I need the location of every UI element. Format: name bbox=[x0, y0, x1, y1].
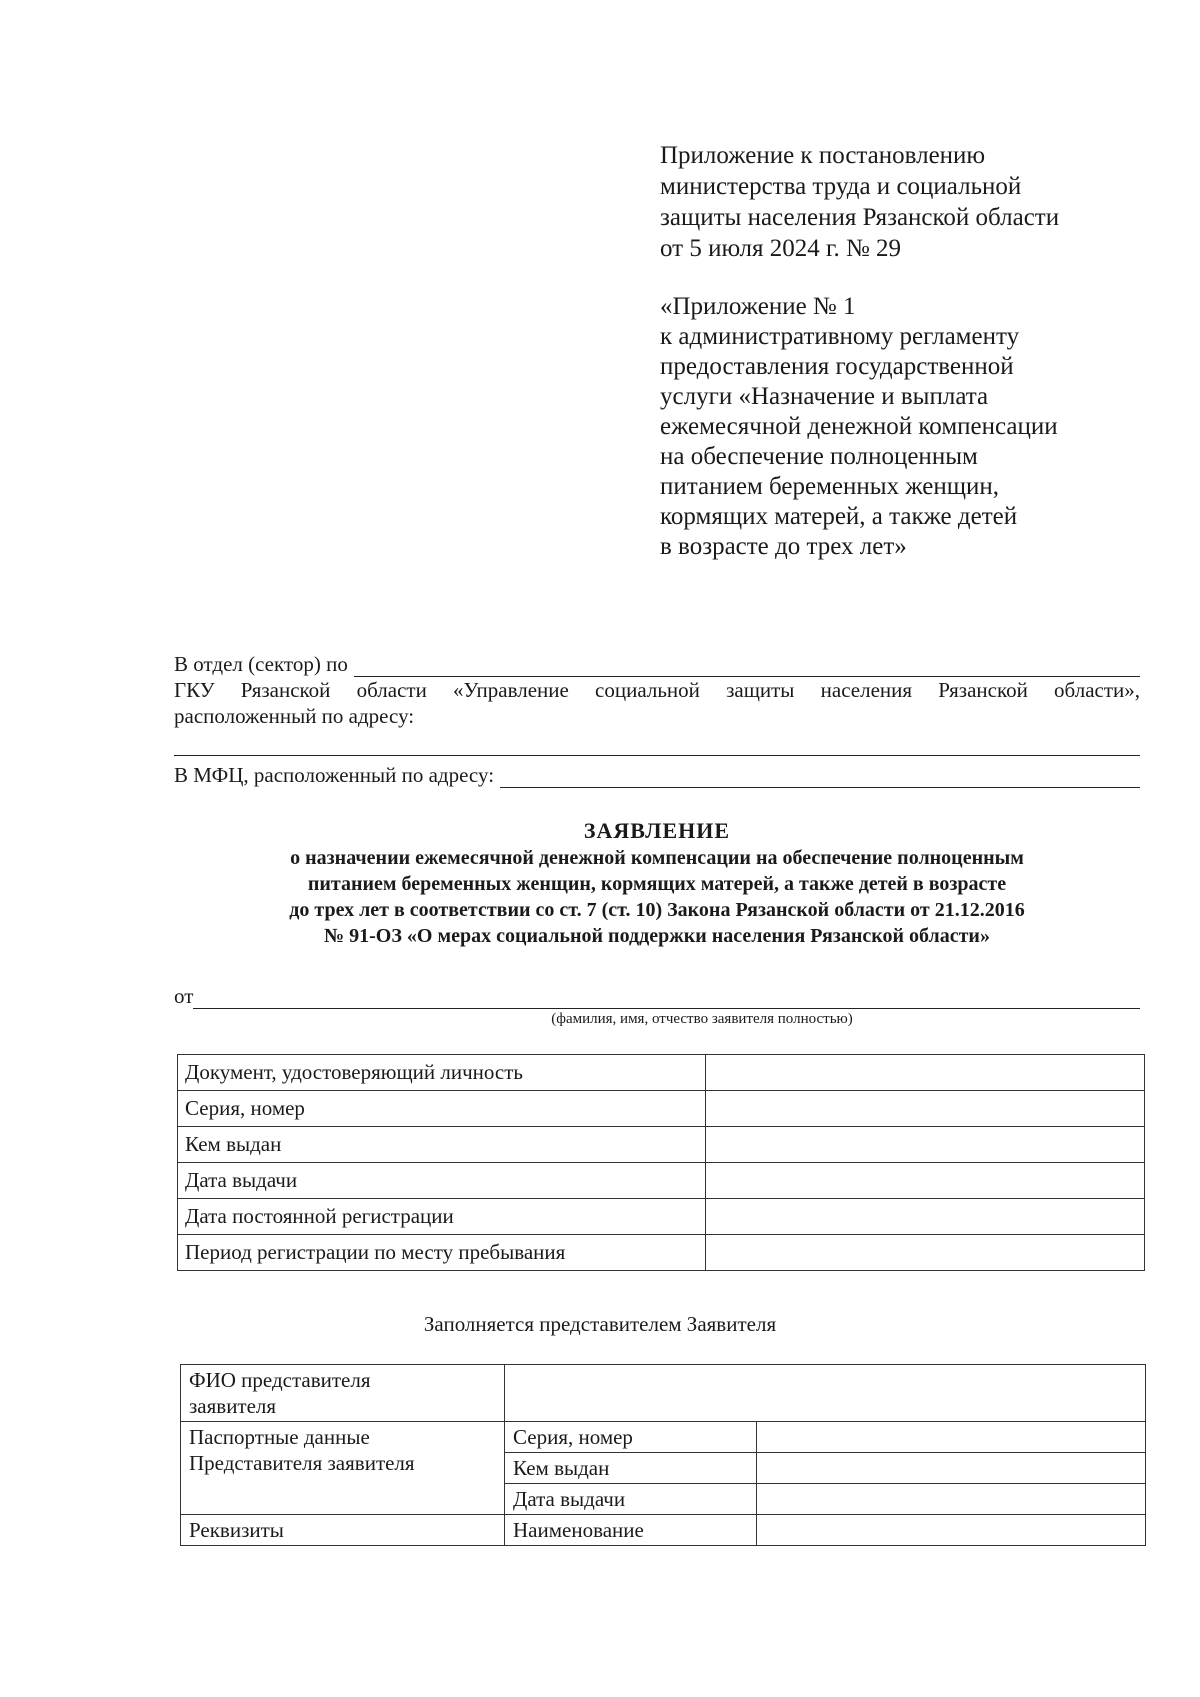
appendix-line: от 5 июля 2024 г. № 29 bbox=[660, 235, 902, 262]
from-label: от bbox=[174, 984, 194, 1008]
table-row bbox=[178, 1199, 1145, 1235]
regulation-line: на обеспечение полноценным bbox=[660, 443, 978, 470]
row-label: Дата выдачи bbox=[178, 1163, 706, 1199]
regulation-line: питанием беременных женщин, bbox=[660, 473, 999, 500]
row-value-field[interactable] bbox=[706, 1055, 1145, 1091]
spacer bbox=[660, 264, 1140, 292]
regulation-line: услуги «Назначение и выплата bbox=[660, 383, 989, 410]
regulation-line: к административному регламенту bbox=[660, 323, 1020, 350]
row-value-field[interactable] bbox=[706, 1127, 1145, 1163]
identity-table bbox=[177, 1054, 1145, 1271]
regulation-line: в возрасте до трех лет» bbox=[660, 533, 907, 560]
regulation-line: предоставления государственной bbox=[660, 353, 1014, 380]
representative-table bbox=[180, 1364, 1146, 1546]
passport-field-label: Кем выдан bbox=[505, 1453, 757, 1484]
row-label: Кем выдан bbox=[178, 1127, 706, 1163]
row-label: Документ, удостоверяющий личность bbox=[178, 1055, 706, 1091]
dept-field[interactable] bbox=[354, 656, 1140, 677]
passport-label: Паспортные данные Представителя заявителя bbox=[181, 1422, 505, 1515]
from-caption: (фамилия, имя, отчество заявителя полностью) bbox=[551, 1011, 853, 1027]
application-title bbox=[174, 817, 1140, 949]
title-line: питанием беременных женщин, кормящих матерей, а также детей в возрасте bbox=[307, 873, 1007, 895]
appendix-line: Приложение к постановлению bbox=[660, 142, 986, 169]
table-row bbox=[178, 1091, 1145, 1127]
addressee-block bbox=[174, 651, 1140, 788]
title-heading: ЗАЯВЛЕНИЕ bbox=[583, 818, 731, 843]
title-line: о назначении ежемесячной денежной компенсации на обеспечение полноценным bbox=[290, 847, 1024, 869]
table-row bbox=[178, 1163, 1145, 1199]
row-value-field[interactable] bbox=[706, 1091, 1145, 1127]
mfc-row bbox=[174, 762, 1140, 788]
passport-field-label: Серия, номер bbox=[505, 1422, 757, 1453]
gku-line: ГКУ Рязанской области «Управление социальной защиты населения Рязанской области», bbox=[174, 678, 1140, 702]
regulation-line: ежемесячной денежной компенсации bbox=[660, 413, 1058, 440]
applicant-name-field[interactable] bbox=[193, 988, 1140, 1009]
row-value-field[interactable] bbox=[706, 1163, 1145, 1199]
dept-row bbox=[174, 651, 1140, 677]
regulation-line: кормящих матерей, а также детей bbox=[660, 503, 1018, 530]
table-row bbox=[181, 1365, 1146, 1422]
located-label: расположенный по адресу: bbox=[174, 704, 415, 728]
table-row bbox=[181, 1515, 1146, 1546]
dept-label: В отдел (сектор) по bbox=[174, 652, 348, 676]
regulation-line: «Приложение № 1 bbox=[660, 293, 856, 320]
fio-label: ФИО представителя заявителя bbox=[181, 1365, 505, 1422]
title-line: № 91-ОЗ «О мерах социальной поддержки населения Рязанской области» bbox=[324, 925, 990, 947]
appendix-block bbox=[660, 140, 1140, 562]
mfc-label: В МФЦ, расположенный по адресу: bbox=[174, 763, 495, 787]
row-label: Дата постоянной регистрации bbox=[178, 1199, 706, 1235]
mfc-address-field[interactable] bbox=[500, 767, 1140, 788]
table-row bbox=[178, 1055, 1145, 1091]
passport-field-value[interactable] bbox=[757, 1484, 1146, 1515]
passport-field-label: Дата выдачи bbox=[505, 1484, 757, 1515]
requisites-field-value[interactable] bbox=[757, 1515, 1146, 1546]
passport-field-value[interactable] bbox=[757, 1422, 1146, 1453]
row-value-field[interactable] bbox=[706, 1199, 1145, 1235]
from-row bbox=[174, 984, 1140, 1009]
requisites-field-label: Наименование bbox=[505, 1515, 757, 1546]
table-row bbox=[178, 1235, 1145, 1271]
row-value-field[interactable] bbox=[706, 1235, 1145, 1271]
table-row bbox=[178, 1127, 1145, 1163]
appendix-line: защиты населения Рязанской области bbox=[660, 204, 1060, 231]
fio-field[interactable] bbox=[505, 1365, 1146, 1422]
appendix-line: министерства труда и социальной bbox=[660, 173, 1022, 200]
row-label: Серия, номер bbox=[178, 1091, 706, 1127]
row-label: Период регистрации по месту пребывания bbox=[178, 1235, 706, 1271]
table-row bbox=[181, 1422, 1146, 1453]
address-field[interactable] bbox=[174, 729, 1140, 756]
regulation-block bbox=[660, 292, 1140, 562]
requisites-label: Реквизиты bbox=[181, 1515, 505, 1546]
representative-note: Заполняется представителем Заявителя bbox=[423, 1312, 777, 1336]
title-line: до трех лет в соответствии со ст. 7 (ст. 10) Закона Рязанской области от 21.12.2016 bbox=[289, 899, 1025, 921]
passport-field-value[interactable] bbox=[757, 1453, 1146, 1484]
applicant-from bbox=[174, 984, 1140, 1028]
